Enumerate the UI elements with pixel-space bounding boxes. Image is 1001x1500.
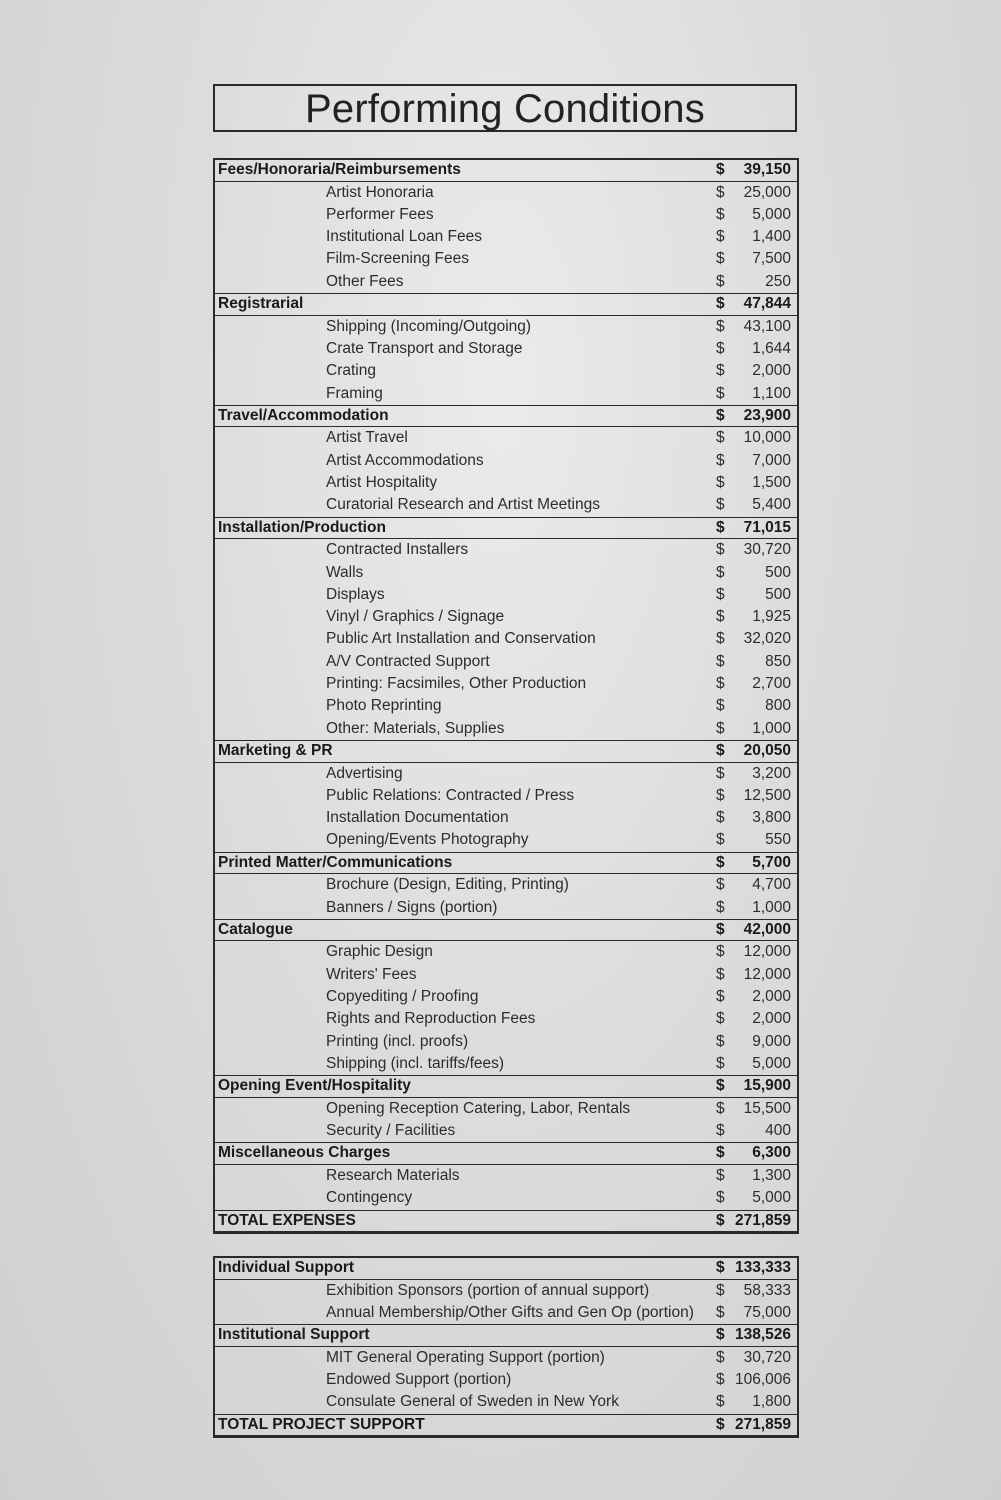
category-row xyxy=(215,160,797,182)
amount-value: 2,000 xyxy=(752,1010,791,1028)
line-item-row xyxy=(215,785,797,807)
currency-symbol: $ xyxy=(716,474,725,492)
amount-value: 1,800 xyxy=(752,1393,791,1411)
line-item-row xyxy=(215,450,797,472)
currency-symbol: $ xyxy=(716,183,725,201)
currency-symbol: $ xyxy=(716,920,725,938)
line-item-label: Installation Documentation xyxy=(326,809,509,827)
line-item-row xyxy=(215,1008,797,1030)
line-item-row xyxy=(215,584,797,606)
line-item-label: Contingency xyxy=(326,1189,413,1207)
currency-symbol: $ xyxy=(716,741,725,759)
line-item-label: Public Art Installation and Conservation xyxy=(326,630,596,648)
line-item-label: Advertising xyxy=(326,764,403,782)
amount-value: 32,020 xyxy=(743,630,791,648)
category-label: TOTAL EXPENSES xyxy=(218,1211,356,1229)
line-item-label: Artist Honoraria xyxy=(326,183,434,201)
line-item-row xyxy=(215,1120,797,1142)
category-row xyxy=(215,740,797,763)
currency-symbol: $ xyxy=(716,1281,725,1299)
currency-symbol: $ xyxy=(716,1393,725,1411)
line-item-row xyxy=(215,807,797,829)
line-item-row xyxy=(215,897,797,919)
line-item-label: Film-Screening Fees xyxy=(326,250,469,268)
amount-value: 400 xyxy=(765,1122,791,1140)
amount-value: 12,000 xyxy=(743,943,791,961)
line-item-label: Other: Materials, Supplies xyxy=(326,719,505,737)
line-item-row xyxy=(215,204,797,226)
line-item-label: A/V Contracted Support xyxy=(326,652,490,670)
currency-symbol: $ xyxy=(716,965,725,983)
currency-symbol: $ xyxy=(716,541,725,559)
amount-value: 43,100 xyxy=(743,317,791,335)
line-item-row xyxy=(215,338,797,360)
amount-value: 500 xyxy=(765,563,791,581)
line-item-label: Research Materials xyxy=(326,1167,460,1185)
line-item-label: Photo Reprinting xyxy=(326,697,442,715)
line-item-label: Printing (incl. proofs) xyxy=(326,1032,469,1050)
currency-symbol: $ xyxy=(716,585,725,603)
currency-symbol: $ xyxy=(716,1348,725,1366)
amount-value: 1,300 xyxy=(752,1167,791,1185)
line-item-label: Curatorial Research and Artist Meetings xyxy=(326,496,600,514)
currency-symbol: $ xyxy=(716,295,725,313)
currency-symbol: $ xyxy=(716,451,725,469)
amount-value: 23,900 xyxy=(743,406,791,424)
line-item-row xyxy=(215,1053,797,1075)
amount-value: 30,720 xyxy=(743,1348,791,1366)
currency-symbol: $ xyxy=(716,339,725,357)
amount-value: 71,015 xyxy=(743,518,791,536)
amount-value: 4,700 xyxy=(752,876,791,894)
line-item-label: Consulate General of Sweden in New York xyxy=(326,1393,619,1411)
category-label: Marketing & PR xyxy=(218,741,333,759)
line-item-label: Copyediting / Proofing xyxy=(326,988,479,1006)
line-item-label: Displays xyxy=(326,585,385,603)
currency-symbol: $ xyxy=(716,1167,725,1185)
line-item-row xyxy=(215,1302,797,1324)
line-item-row xyxy=(215,1031,797,1053)
currency-symbol: $ xyxy=(716,563,725,581)
page-title: Performing Conditions xyxy=(305,87,705,131)
amount-value: 7,000 xyxy=(752,451,791,469)
currency-symbol: $ xyxy=(716,608,725,626)
line-item-row xyxy=(215,472,797,494)
currency-symbol: $ xyxy=(716,1077,725,1095)
amount-value: 30,720 xyxy=(743,541,791,559)
amount-value: 75,000 xyxy=(743,1303,791,1321)
amount-value: 2,000 xyxy=(752,362,791,380)
category-label: Fees/Honoraria/Reimbursements xyxy=(218,161,461,178)
amount-value: 271,859 xyxy=(734,1415,791,1433)
amount-value: 1,644 xyxy=(752,339,791,357)
line-item-row xyxy=(215,606,797,628)
amount-value: 7,500 xyxy=(752,250,791,268)
line-item-label: Contracted Installers xyxy=(326,541,469,559)
currency-symbol: $ xyxy=(716,406,725,424)
amount-value: 12,500 xyxy=(743,786,791,804)
amount-value: 9,000 xyxy=(752,1032,791,1050)
category-row xyxy=(215,293,797,316)
amount-value: 3,200 xyxy=(752,764,791,782)
line-item-label: Endowed Support (portion) xyxy=(326,1371,512,1389)
line-item-label: Shipping (incl. tariffs/fees) xyxy=(326,1054,505,1072)
currency-symbol: $ xyxy=(716,1010,725,1028)
amount-value: 550 xyxy=(765,831,791,849)
amount-value: 5,000 xyxy=(752,1054,791,1072)
line-item-label: Artist Accommodations xyxy=(326,451,484,469)
currency-symbol: $ xyxy=(716,988,725,1006)
amount-value: 12,000 xyxy=(743,965,791,983)
category-row xyxy=(215,1258,797,1280)
line-item-row xyxy=(215,494,797,516)
currency-symbol: $ xyxy=(716,228,725,246)
line-item-row xyxy=(215,763,797,785)
currency-symbol: $ xyxy=(716,1371,725,1389)
line-item-label: Institutional Loan Fees xyxy=(326,228,482,246)
amount-value: 39,150 xyxy=(743,161,791,178)
line-item-label: Writers' Fees xyxy=(326,965,417,983)
currency-symbol: $ xyxy=(716,250,725,268)
line-item-label: Exhibition Sponsors (portion of annual support) xyxy=(326,1281,650,1299)
line-item-label: Graphic Design xyxy=(326,943,433,961)
category-row xyxy=(215,1324,797,1347)
currency-symbol: $ xyxy=(716,1054,725,1072)
amount-value: 5,700 xyxy=(752,853,791,871)
line-item-label: MIT General Operating Support (portion) xyxy=(326,1348,605,1366)
currency-symbol: $ xyxy=(716,496,725,514)
category-row xyxy=(215,852,797,875)
line-item-row xyxy=(215,539,797,561)
amount-value: 47,844 xyxy=(743,295,791,313)
currency-symbol: $ xyxy=(716,1259,725,1276)
amount-value: 3,800 xyxy=(752,809,791,827)
amount-value: 1,500 xyxy=(752,474,791,492)
line-item-label: Rights and Reproduction Fees xyxy=(326,1010,536,1028)
line-item-label: Printing: Facsimiles, Other Production xyxy=(326,675,587,693)
line-item-row xyxy=(215,226,797,248)
amount-value: 500 xyxy=(765,585,791,603)
line-item-row xyxy=(215,562,797,584)
amount-value: 1,000 xyxy=(752,719,791,737)
currency-symbol: $ xyxy=(716,518,725,536)
line-item-row xyxy=(215,248,797,270)
category-row xyxy=(215,405,797,428)
amount-value: 25,000 xyxy=(743,183,791,201)
category-label: Catalogue xyxy=(218,920,293,938)
line-item-row xyxy=(215,1187,797,1209)
line-item-label: Crate Transport and Storage xyxy=(326,339,523,357)
line-item-label: Opening/Events Photography xyxy=(326,831,529,849)
line-item-row xyxy=(215,628,797,650)
expenses-table xyxy=(213,158,799,1234)
category-row xyxy=(215,1210,797,1233)
currency-symbol: $ xyxy=(716,943,725,961)
currency-symbol: $ xyxy=(716,786,725,804)
line-item-row xyxy=(215,651,797,673)
line-item-row xyxy=(215,1098,797,1120)
line-item-row xyxy=(215,695,797,717)
line-item-label: Public Relations: Contracted / Press xyxy=(326,786,575,804)
line-item-row xyxy=(215,829,797,851)
currency-symbol: $ xyxy=(716,1415,725,1433)
title-box xyxy=(213,84,797,132)
line-item-row xyxy=(215,360,797,382)
category-row xyxy=(215,1414,797,1437)
amount-value: 15,500 xyxy=(743,1099,791,1117)
line-item-label: Artist Travel xyxy=(326,429,408,447)
line-item-row xyxy=(215,986,797,1008)
currency-symbol: $ xyxy=(716,362,725,380)
currency-symbol: $ xyxy=(716,272,725,290)
currency-symbol: $ xyxy=(716,853,725,871)
currency-symbol: $ xyxy=(716,809,725,827)
currency-symbol: $ xyxy=(716,876,725,894)
line-item-label: Annual Membership/Other Gifts and Gen Op (portion) xyxy=(326,1303,694,1321)
amount-value: 58,333 xyxy=(743,1281,791,1299)
currency-symbol: $ xyxy=(716,1099,725,1117)
amount-value: 5,000 xyxy=(752,205,791,223)
line-item-row xyxy=(215,383,797,405)
amount-value: 1,400 xyxy=(752,228,791,246)
line-item-label: Performer Fees xyxy=(326,205,434,223)
amount-value: 10,000 xyxy=(743,429,791,447)
line-item-label: Brochure (Design, Editing, Printing) xyxy=(326,876,569,894)
line-item-label: Walls xyxy=(326,563,364,581)
currency-symbol: $ xyxy=(716,675,725,693)
line-item-row xyxy=(215,964,797,986)
amount-value: 106,006 xyxy=(734,1371,791,1389)
currency-symbol: $ xyxy=(716,317,725,335)
line-item-row xyxy=(215,874,797,896)
line-item-row xyxy=(215,182,797,204)
line-item-label: Banners / Signs (portion) xyxy=(326,898,498,916)
amount-value: 250 xyxy=(765,272,791,290)
category-label: Travel/Accommodation xyxy=(218,406,389,424)
currency-symbol: $ xyxy=(716,719,725,737)
currency-symbol: $ xyxy=(716,630,725,648)
line-item-row xyxy=(215,718,797,740)
currency-symbol: $ xyxy=(716,1032,725,1050)
line-item-label: Security / Facilities xyxy=(326,1122,456,1140)
line-item-label: Opening Reception Catering, Labor, Rentals xyxy=(326,1099,631,1117)
category-label: Installation/Production xyxy=(218,518,386,536)
line-item-label: Artist Hospitality xyxy=(326,474,438,492)
amount-value: 138,526 xyxy=(734,1326,791,1344)
currency-symbol: $ xyxy=(716,1144,725,1162)
currency-symbol: $ xyxy=(716,1326,725,1344)
currency-symbol: $ xyxy=(716,429,725,447)
amount-value: 6,300 xyxy=(752,1144,791,1162)
category-label: Individual Support xyxy=(218,1259,355,1276)
currency-symbol: $ xyxy=(716,764,725,782)
category-label: Institutional Support xyxy=(218,1326,370,1344)
amount-value: 1,925 xyxy=(752,608,791,626)
currency-symbol: $ xyxy=(716,384,725,402)
currency-symbol: $ xyxy=(716,161,725,178)
line-item-label: Shipping (Incoming/Outgoing) xyxy=(326,317,532,335)
category-label: TOTAL PROJECT SUPPORT xyxy=(218,1415,425,1433)
amount-value: 1,100 xyxy=(752,384,791,402)
currency-symbol: $ xyxy=(716,652,725,670)
category-label: Registrarial xyxy=(218,295,304,313)
currency-symbol: $ xyxy=(716,898,725,916)
line-item-row xyxy=(215,1391,797,1413)
line-item-row xyxy=(215,1347,797,1369)
amount-value: 2,700 xyxy=(752,675,791,693)
support-table xyxy=(213,1256,799,1438)
line-item-row xyxy=(215,1165,797,1187)
line-item-row xyxy=(215,316,797,338)
amount-value: 15,900 xyxy=(743,1077,791,1095)
amount-value: 20,050 xyxy=(743,741,791,759)
amount-value: 271,859 xyxy=(734,1211,791,1229)
amount-value: 2,000 xyxy=(752,988,791,1006)
category-row xyxy=(215,1075,797,1098)
currency-symbol: $ xyxy=(716,1122,725,1140)
category-label: Opening Event/Hospitality xyxy=(218,1077,411,1095)
category-label: Miscellaneous Charges xyxy=(218,1144,391,1162)
category-label: Printed Matter/Communications xyxy=(218,853,453,871)
currency-symbol: $ xyxy=(716,205,725,223)
amount-value: 800 xyxy=(765,697,791,715)
amount-value: 850 xyxy=(765,652,791,670)
line-item-row xyxy=(215,941,797,963)
line-item-label: Other Fees xyxy=(326,272,404,290)
line-item-row xyxy=(215,673,797,695)
currency-symbol: $ xyxy=(716,1189,725,1207)
line-item-label: Vinyl / Graphics / Signage xyxy=(326,608,505,626)
category-row xyxy=(215,1142,797,1165)
currency-symbol: $ xyxy=(716,697,725,715)
currency-symbol: $ xyxy=(716,831,725,849)
amount-value: 5,400 xyxy=(752,496,791,514)
amount-value: 5,000 xyxy=(752,1189,791,1207)
line-item-label: Crating xyxy=(326,362,376,380)
category-row xyxy=(215,919,797,942)
line-item-label: Framing xyxy=(326,384,383,402)
amount-value: 42,000 xyxy=(743,920,791,938)
line-item-row xyxy=(215,1280,797,1302)
amount-value: 1,000 xyxy=(752,898,791,916)
amount-value: 133,333 xyxy=(734,1259,791,1276)
line-item-row xyxy=(215,271,797,293)
line-item-row xyxy=(215,427,797,449)
line-item-row xyxy=(215,1369,797,1391)
currency-symbol: $ xyxy=(716,1303,725,1321)
category-row xyxy=(215,517,797,540)
currency-symbol: $ xyxy=(716,1211,725,1229)
